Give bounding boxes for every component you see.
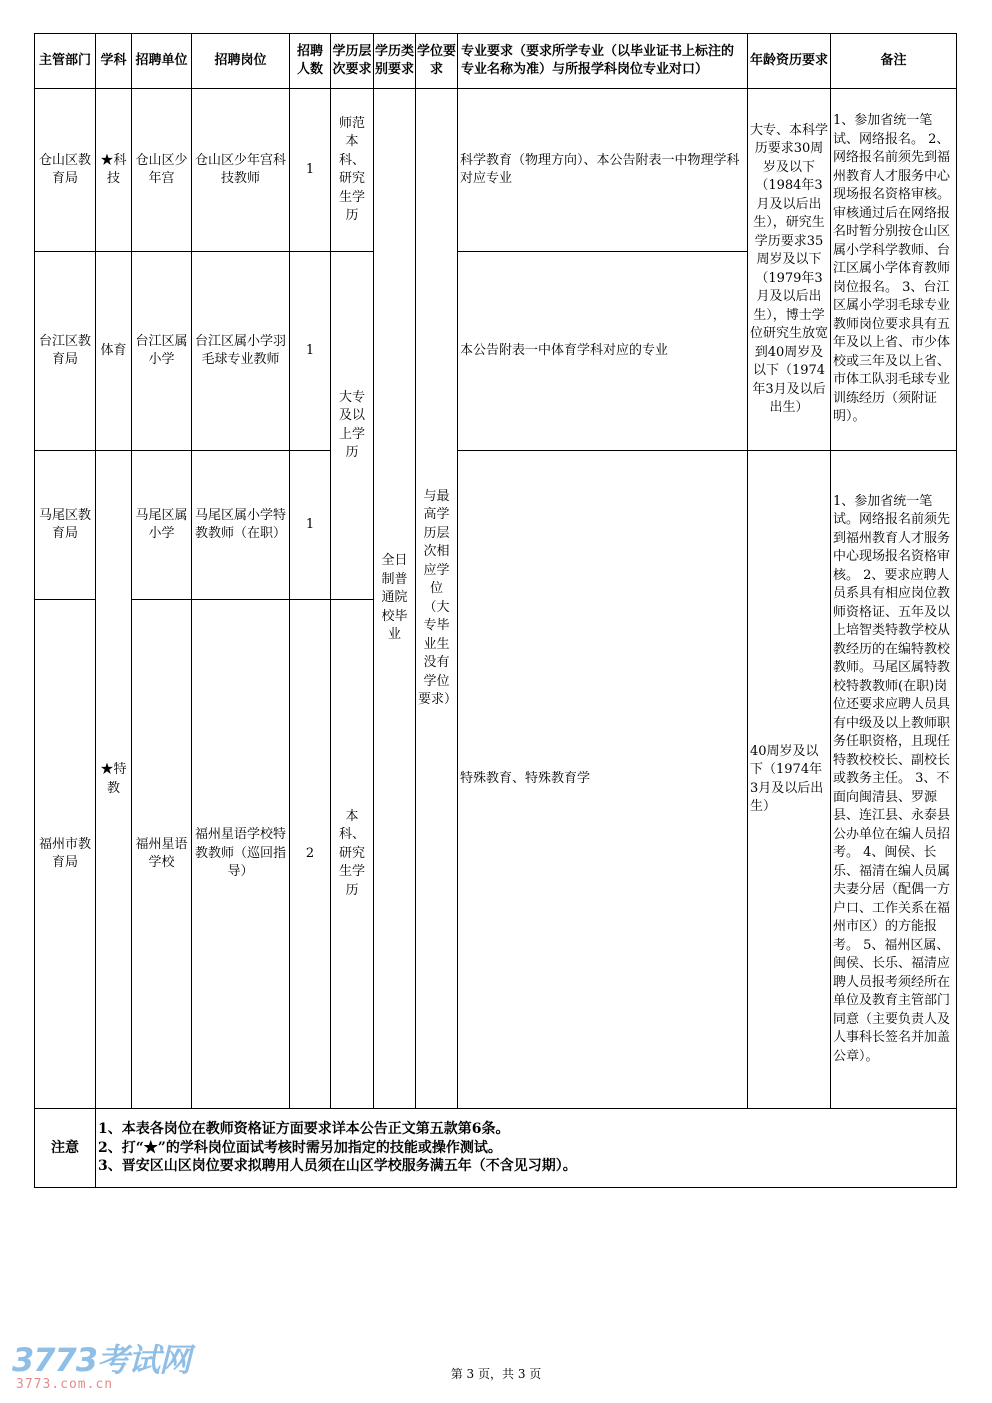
unit-cell: 福州星语学校 — [132, 600, 192, 1109]
header-row — [35, 34, 957, 89]
header-count: 招聘人数 — [290, 34, 331, 89]
dept-cell: 马尾区教育局 — [35, 451, 96, 600]
header-major: 专业要求（要求所学专业（以毕业证书上标注的专业名称为准）与所报学科岗位专业对口） — [458, 34, 748, 89]
unit-cell: 仓山区少年宫 — [132, 89, 192, 252]
note-line: 1、本表各岗位在教师资格证方面要求详本公告正文第五款第6条。 — [98, 1121, 510, 1138]
degree-cell: 与最高学历层次相应学位（大专毕业生没有学位要求） — [416, 89, 458, 1109]
major-cell: 科学教育（物理方向）、本公告附表一中物理学科对应专业 — [458, 89, 748, 252]
header-edu-level: 学历层次要求 — [331, 34, 374, 89]
recruitment-table — [34, 33, 957, 1188]
dept-cell: 福州市教育局 — [35, 600, 96, 1109]
notes-label: 注意 — [35, 1109, 96, 1188]
edu-level-cell: 师范本科、研究生学历 — [331, 89, 374, 252]
header-subject: 学科 — [96, 34, 132, 89]
page-number: 第 3 页，共 3 页 — [450, 1367, 542, 1381]
subject-cell: ★特教 — [96, 451, 132, 1109]
header-post: 招聘岗位 — [192, 34, 290, 89]
header-edu-type: 学历类别要求 — [374, 34, 416, 89]
count-cell: 1 — [290, 252, 331, 451]
note-line: 3、晋安区山区岗位要求拟聘用人员须在山区学校服务满五年（不含见习期）。 — [98, 1158, 577, 1175]
header-degree: 学位要求 — [416, 34, 458, 89]
header-unit: 招聘单位 — [132, 34, 192, 89]
table-row — [35, 451, 957, 600]
table-row — [35, 89, 957, 252]
post-cell: 福州星语学校特教教师（巡回指导） — [192, 600, 290, 1109]
count-cell: 2 — [290, 600, 331, 1109]
edu-type-cell: 全日制普通院校毕业 — [374, 89, 416, 1109]
age-cell: 大专、本科学历要求30周岁及以下（1984年3月及以后出生），研究生学历要求35周岁及以下（1979年3月及以后出生），博士学位研究生放宽到40周岁及以下（1974年3月及以后出生） — [748, 89, 831, 451]
header-age: 年龄资历要求 — [748, 34, 831, 89]
dept-cell: 仓山区教育局 — [35, 89, 96, 252]
post-cell: 台江区属小学羽毛球专业教师 — [192, 252, 290, 451]
post-cell: 仓山区少年宫科技教师 — [192, 89, 290, 252]
unit-cell: 台江区属小学 — [132, 252, 192, 451]
header-remark: 备注 — [831, 34, 957, 89]
watermark-url: 3773.com.cn — [16, 1377, 114, 1392]
subject-cell: 体育 — [96, 252, 132, 451]
count-cell: 1 — [290, 89, 331, 252]
notes-cell — [96, 1109, 957, 1188]
subject-cell: ★科技 — [96, 89, 132, 252]
count-cell: 1 — [290, 451, 331, 600]
post-cell: 马尾区属小学特教教师（在职） — [192, 451, 290, 600]
note-line: 2、打“★”的学科岗位面试考核时需另加指定的技能或操作测试。 — [98, 1139, 502, 1156]
remark-cell: 1、参加省统一笔试、网络报名。 2、网络报名前须先到福州教育人才服务中心现场报名资格审核。审核通过后在网络报名时暂分别按仓山区属小学科学教师、台江区属小学体育教师岗位报名。 3、台江区属小学羽毛球专业教师岗位要求具有五年及以上省、市少体校或三年及以上省、市体工队羽毛球专业训练经历（须附证明）。 — [831, 89, 957, 451]
remark-cell: 1、参加省统一笔试。网络报名前须先到福州教育人才服务中心现场报名资格审核。 2、要求应聘人员系具有相应岗位教师资格证、五年及以上培智类特教学校从教经历的在编特教校教师。马尾区属特教校特教教师(在职)岗位还要求应聘人员具有中级及以上教师职务任职资格，且现任特教校校长、副校长或教务主任。 3、不面向闽清县、罗源县、连江县、永泰县公办单位在编人员招考。 4、闽侯、长乐、福清在编人员属夫妻分居（配偶一方户口、工作关系在福州市区）的方能报考。 5、福州区属、闽侯、长乐、福清应聘人员报考须经所在单位及教育主管部门同意（主要负责人及人事科长签名并加盖公章）。 — [831, 451, 957, 1109]
header-dept: 主管部门 — [35, 34, 96, 89]
age-cell: 40周岁及以下（1974年3月及以后出生） — [748, 451, 831, 1109]
major-cell: 本公告附表一中体育学科对应的专业 — [458, 252, 748, 451]
edu-level-cell: 大专及以上学历 — [331, 252, 374, 600]
dept-cell: 台江区教育局 — [35, 252, 96, 451]
edu-level-cell: 本科、研究生学历 — [331, 600, 374, 1109]
major-cell: 特殊教育、特殊教育学 — [458, 451, 748, 1109]
unit-cell: 马尾区属小学 — [132, 451, 192, 600]
notes-row — [35, 1109, 957, 1188]
watermark-brand: 3773考试网 — [12, 1341, 191, 1379]
watermark-logo — [12, 1335, 190, 1392]
